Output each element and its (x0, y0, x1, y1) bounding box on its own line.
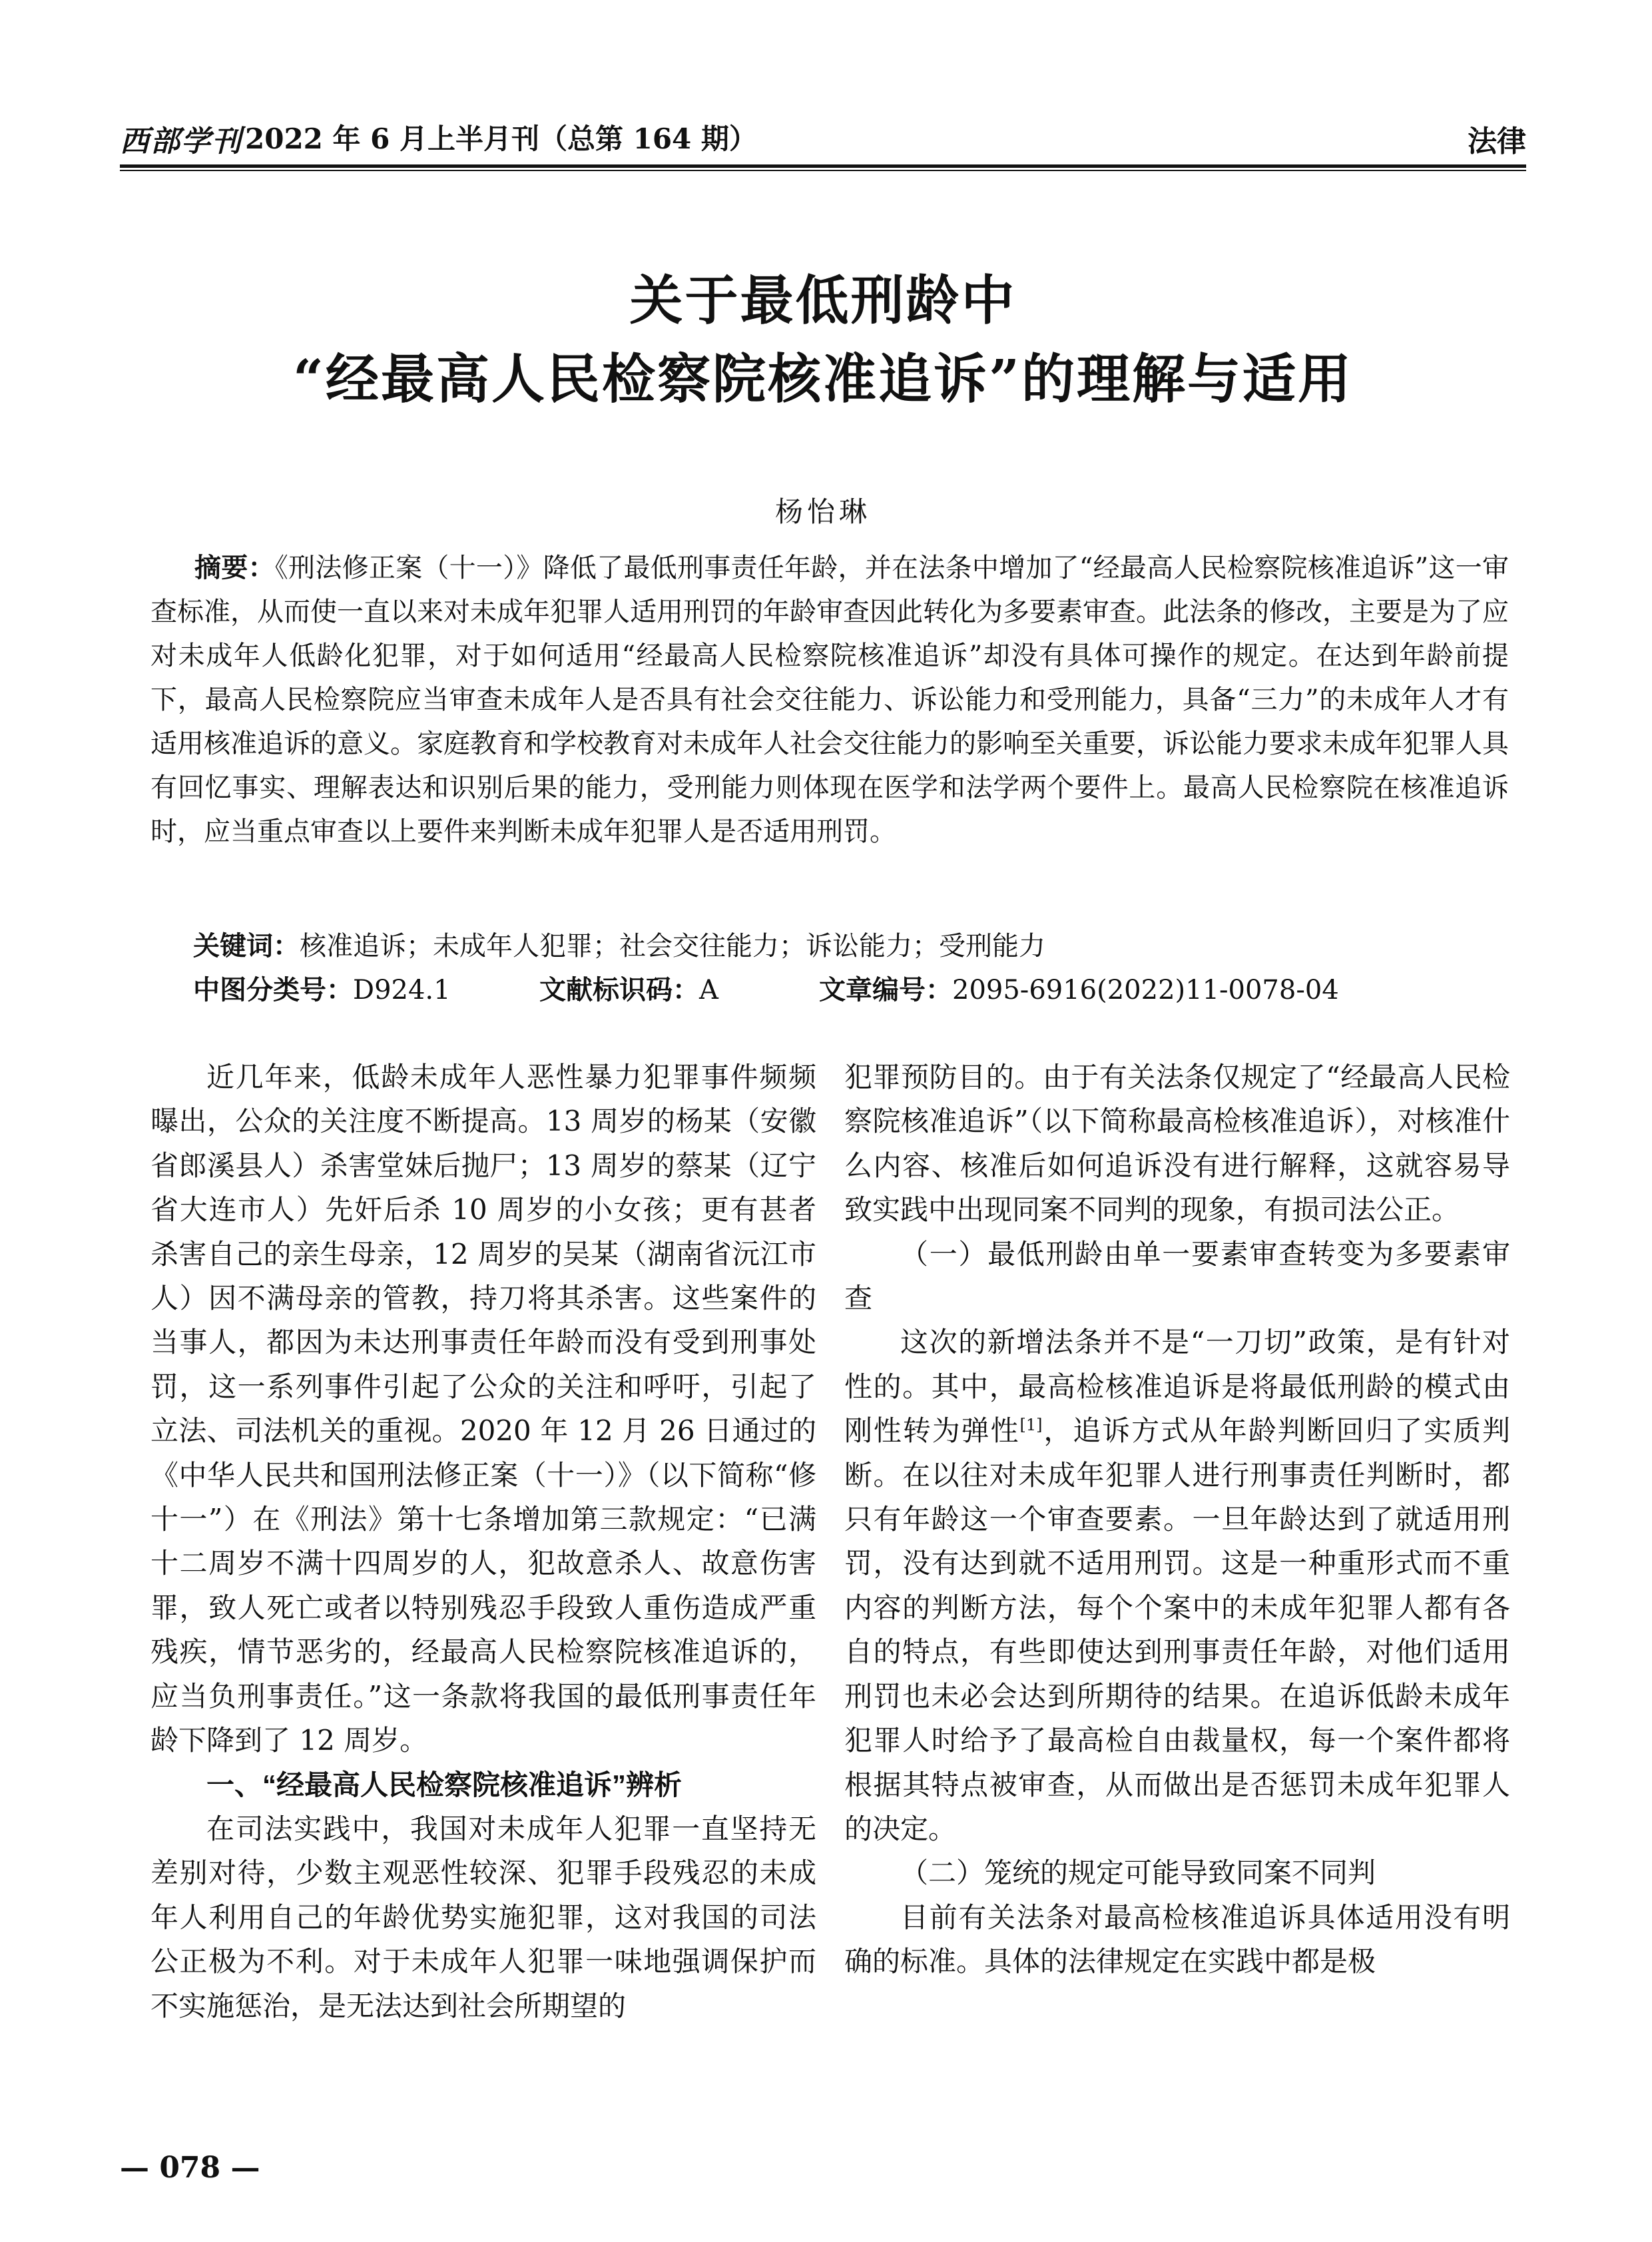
section-label: 法律 (1468, 125, 1526, 158)
page-number: — 078 — (120, 2151, 260, 2185)
body-paragraph (844, 1320, 1510, 1851)
issue-info: 2022 年 6 月上半月刊（总第 164 期） (245, 123, 757, 155)
article-no-value: 2095-6916(2022)11-0078-04 (952, 975, 1339, 1005)
article-title (120, 261, 1526, 418)
body-column-left (150, 1055, 816, 2028)
citation-ref[interactable]: [1] (1019, 1416, 1043, 1435)
clc-label: 中图分类号： (193, 976, 353, 1005)
classification-line (193, 968, 1512, 1012)
header-rule-thin (120, 170, 1526, 171)
header-rule (120, 164, 1526, 168)
running-header (120, 117, 1526, 157)
body-paragraph: 在司法实践中，我国对未成年人犯罪一直坚持无差别对待，少数主观恶性较深、犯罪手段残忍的未成年人利用自己的年龄优势实施犯罪，这对我国的司法公正极为不利。对于未成年人犯罪一味地强调保护而不实施惩治，是无法达到社会所期望的 (150, 1812, 816, 2022)
author-name: 杨怡琳 (774, 495, 871, 528)
keywords-label: 关键词： (193, 932, 300, 961)
abstract-label: 摘要： (194, 553, 275, 583)
abstract-text: 《刑法修正案（十一）》降低了最低刑事责任年龄，并在法条中增加了“经最高人民检察院核准追诉”这一审查标准，从而使一直以来对未成年犯罪人适用刑罚的年龄审查因此转化为多要素审查。此法条的修改，主要是为了应对未成年人低龄化犯罪，对于如何适用“经最高人民检察院核准追诉”却没有具体可操作的规定。在达到年龄前提下，最高人民检察院应当审查未成年人是否具有社会交往能力、诉讼能力和受刑能力，具备“三力”的未成年人才有适用核准追诉的意义。家庭教育和学校教育对未成年人社会交往能力的影响至关重要，诉讼能力要求未成年犯罪人具有回忆事实、理解表达和识别后果的能力，受刑能力则体现在医学和法学两个要件上。最高人民检察院在核准追诉时，应当重点审查以上要件来判断未成年犯罪人是否适用刑罚。 (150, 553, 1510, 847)
journal-logo: 西部学刊 (120, 125, 242, 158)
body-paragraph: 近几年来，低龄未成年人恶性暴力犯罪事件频频曝出，公众的关注度不断提高。13 周岁的杨某（安徽省郎溪县人）杀害堂妹后抛尸；13 周岁的蔡某（辽宁省大连市人）先奸后杀 10 周岁的小女孩；更有甚者杀害自己的亲生母亲，12 周岁的吴某（湖南省沅江市人）因不满母亲的管教，持刀将其杀害。这些案件的当事人，都因为未达刑事责任年龄而没有受到刑事处罚，这一系列事件引起了公众的关注和呼吁，引起了立法、司法机关的重视。2020 年 12 月 26 日通过的《中华人民共和国刑法修正案（十一）》（以下简称“修十一”）在《刑法》第十七条增加第三款规定：“已满十二周岁不满十四周岁的人，犯故意杀人、故意伤害罪，致人死亡或者以特别残忍手段致人重伤造成严重残疾，情节恶劣的，经最高人民检察院核准追诉的，应当负刑事责任。”这一条款将我国的最低刑事责任年龄下降到了 12 周岁。 (150, 1061, 816, 1757)
subsection-heading-1: （一）最低刑龄由单一要素审查转变为多要素审查 (844, 1237, 1510, 1315)
body-paragraph: 犯罪预防目的。由于有关法条仅规定了“经最高人民检察院核准追诉”（以下简称最高检核准追诉），对核准什么内容、核准后如何追诉没有进行解释，这就容易导致实践中出现同案不同判的现象，有损司法公正。 (844, 1061, 1510, 1227)
title-line-2: “经最高人民检察院核准追诉”的理解与适用 (292, 348, 1354, 410)
clc-value: D924.1 (353, 975, 451, 1005)
article-no-label: 文章编号： (819, 976, 952, 1005)
section-heading-1: 一、“经最高人民检察院核准追诉”辨析 (206, 1769, 683, 1801)
doc-code-value: A (699, 975, 718, 1005)
subsection-heading-2: （二）笼统的规定可能导致同案不同判 (900, 1856, 1376, 1890)
abstract (150, 546, 1509, 854)
doc-code-label: 文献标识码： (539, 976, 699, 1005)
keywords (193, 924, 1512, 968)
keywords-text: 核准追诉；未成年人犯罪；社会交往能力；诉讼能力；受刑能力 (300, 931, 1045, 962)
body-text: 这次的新增法条并不是“一刀切”政策，是有针对性的。其中，最高检核准追诉是将最低刑龄的模式由刚性转为弹性 (844, 1326, 1510, 1448)
body-column-right (844, 1055, 1510, 1984)
title-line-1: 关于最低刑龄中 (629, 269, 1017, 332)
body-paragraph: 目前有关法条对最高检核准追诉具体适用没有明确的标准。具体的法律规定在实践中都是极 (844, 1900, 1510, 1978)
body-text: ，追诉方式从年龄判断回归了实质判断。在以往对未成年犯罪人进行刑事责任判断时，都只有年龄这一个审查要素。一旦年龄达到了就适用刑罚，没有达到就不适用刑罚。这是一种重形式而不重内容的判断方法，每个个案中的未成年犯罪人都有各自的特点，有些即使达到刑事责任年龄，对他们适用刑罚也未必会达到所期待的结果。在追诉低龄未成年犯罪人时给予了最高检自由裁量权，每一个案件都将根据其特点被审查，从而做出是否惩罚未成年犯罪人的决定。 (844, 1414, 1510, 1845)
